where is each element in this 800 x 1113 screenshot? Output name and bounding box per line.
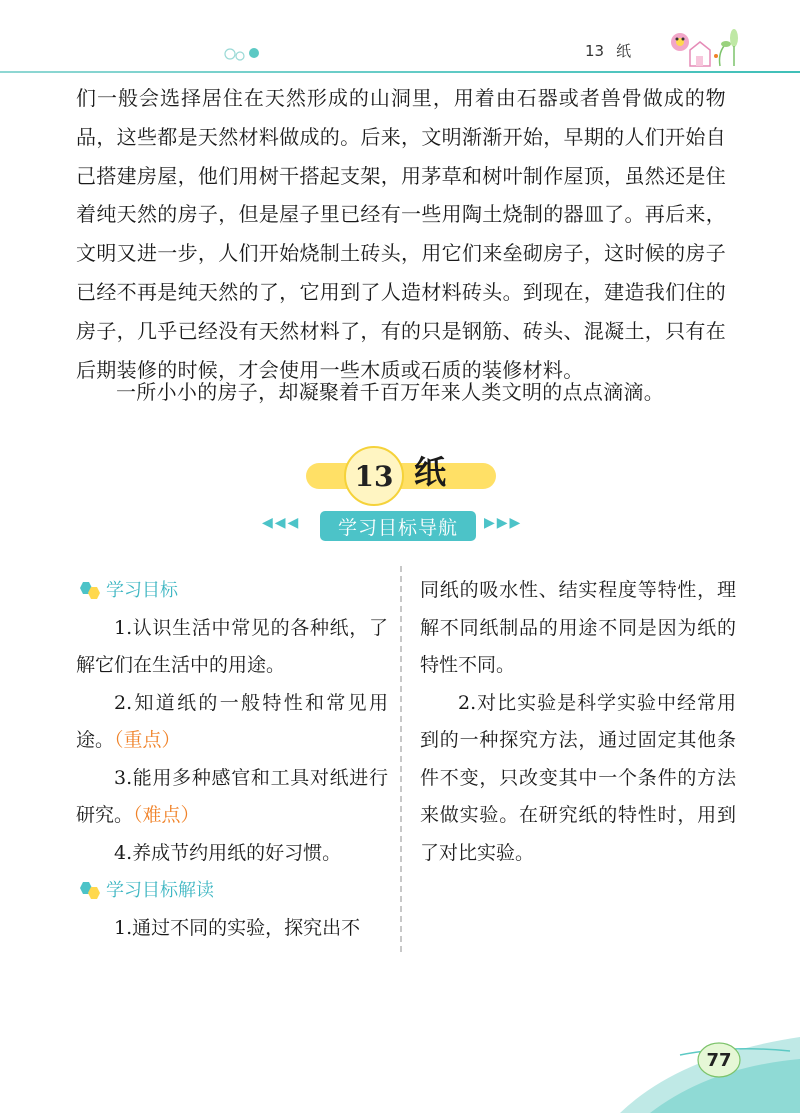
goal-2-text: 2.知道纸的一般特性和常见用途。 (76, 691, 388, 751)
page-number: 77 (706, 1049, 732, 1071)
flower-house-decoration-icon (668, 26, 744, 72)
goal-2-key-tag: （重点） (114, 729, 181, 751)
goal-2 (76, 685, 388, 760)
goal-4: 4.养成节约用纸的好习惯。 (114, 841, 342, 864)
section-heading-goals (76, 572, 388, 610)
goal-3-difficult-tag: （难点） (133, 804, 200, 826)
goal-1: 1.认识生活中常见的各种纸，了解它们在生活中的用途。 (76, 616, 388, 676)
section-title-interpretation: 学习目标解读 (106, 880, 214, 901)
header-chapter-title: 纸 (616, 42, 632, 60)
hexagon-bullet-icon (76, 580, 104, 602)
hexagon-bullet-icon (76, 880, 104, 902)
interpretation-2: 2.对比实验是科学实验中经常用到的一种探究方法，通过固定其他条件不变，只改变其中一个条件的方法来做实验。在研究纸的特性时，用到了对比实验。 (420, 691, 736, 864)
goal-3 (76, 760, 388, 835)
lesson-title: 纸 (414, 453, 447, 491)
goal-3-text: 3.能用多种感官和工具对纸进行研究。 (76, 766, 388, 826)
section-heading-interpretation (76, 872, 388, 910)
lesson-number-badge: 13 (344, 446, 404, 506)
body-paragraph-2: 一所小小的房子，却凝聚着千百万年来人类文明的点点滴滴。 (116, 380, 665, 404)
interpretation-1-start: 1.通过不同的实验，探究出不 (114, 916, 361, 939)
decorative-circles-icon (224, 44, 264, 64)
learning-goals-nav-banner: 学习目标导航 (320, 511, 476, 541)
left-column (76, 572, 388, 947)
section-title-goals: 学习目标 (106, 580, 178, 601)
running-header (585, 40, 643, 61)
right-column (420, 572, 736, 872)
header-chapter-number: 13 (585, 42, 605, 60)
column-divider (400, 566, 402, 952)
nav-arrows-right-icon: ▶▶▶ (484, 515, 523, 531)
interpretation-1-continued: 同纸的吸水性、结实程度等特性，理解不同纸制品的用途不同是因为纸的特性不同。 (420, 579, 736, 676)
body-paragraph-1: 们一般会选择居住在天然形成的山洞里，用着由石器或者兽骨做成的物品，这些都是天然材料做成的。后来，文明渐渐开始，早期的人们开始自己搭建房屋，他们用树干搭起支架，用茅草和树叶制作屋顶，虽然还是住着纯天然的房子，但是屋子里已经有一些用陶土烧制的器皿了。再后来，文明又进一步，人们开始烧制土砖头，用它们来垒砌房子，这时候的房子已经不再是纯天然的了，它用到了人造材料砖头。到现在，建造我们住的房子，几乎已经没有天然材料了，有的只是钢筋、砖头、混凝土，只有在后期装修的时候，才会使用一些木质或石质的装修材料。 (76, 86, 726, 382)
nav-arrows-left-icon: ◀◀◀ (262, 515, 301, 531)
